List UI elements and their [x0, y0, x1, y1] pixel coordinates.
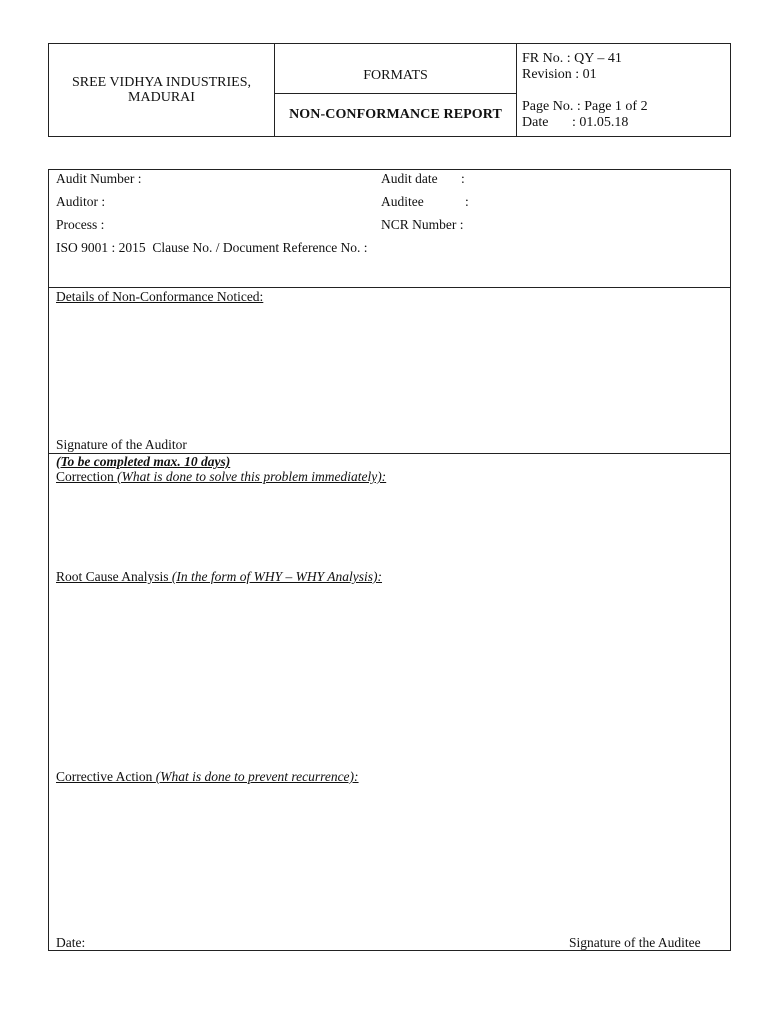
document-header — [48, 43, 731, 137]
auditor-signature-label: Signature of the Auditor — [56, 437, 187, 452]
fr-number: FR No. : QY – 41 — [522, 51, 622, 66]
process-field[interactable]: Process : — [56, 217, 105, 232]
company-name: SREE VIDHYA INDUSTRIES, — [71, 75, 252, 90]
ncr-form — [48, 169, 731, 951]
formats-label: FORMATS — [363, 67, 428, 83]
formats-cell — [275, 44, 517, 94]
root-cause-hint: (In the form of WHY – WHY Analysis): — [171, 569, 383, 584]
company-name-cell — [49, 44, 275, 136]
revision: Revision : 01 — [522, 67, 597, 82]
audit-number-field[interactable]: Audit Number : — [56, 171, 142, 186]
correction-heading — [56, 469, 386, 484]
clause-reference-field[interactable]: ISO 9001 : 2015 Clause No. / Document Reference No. : — [56, 240, 368, 255]
correction-label: Correction — [56, 469, 118, 484]
deadline-note: (To be completed max. 10 days) — [56, 454, 231, 469]
correction-hint: (What is done to solve this problem immediately): — [117, 469, 387, 484]
nonconformance-details-heading: Details of Non-Conformance Noticed: — [56, 289, 264, 304]
response-date-field[interactable]: Date: — [56, 935, 86, 950]
report-title-cell — [275, 94, 517, 136]
auditee-field[interactable]: : — [465, 194, 469, 209]
auditor-field[interactable]: Auditor : — [56, 194, 106, 209]
corrective-action-heading — [56, 769, 359, 784]
audit-date-field[interactable]: : — [461, 171, 465, 186]
date-value: : 01.05.18 — [572, 115, 629, 130]
auditee-signature-label: Signature of the Auditee — [569, 935, 701, 950]
section-divider — [49, 287, 730, 288]
company-city: MADURAI — [128, 90, 195, 105]
root-cause-label: Root Cause Analysis — [56, 569, 172, 584]
ncr-number-field[interactable]: NCR Number : — [381, 217, 464, 232]
corrective-action-hint: (What is done to prevent recurrence): — [155, 769, 359, 784]
date-label: Date — [522, 115, 549, 130]
auditee-label: Auditee — [381, 194, 424, 209]
report-title: NON-CONFORMANCE REPORT — [289, 107, 502, 122]
page-number: Page No. : Page 1 of 2 — [522, 99, 648, 114]
corrective-action-label: Corrective Action — [56, 769, 156, 784]
audit-date-label: Audit date — [381, 171, 438, 186]
root-cause-heading — [56, 569, 382, 584]
document-control-cell — [517, 44, 730, 136]
